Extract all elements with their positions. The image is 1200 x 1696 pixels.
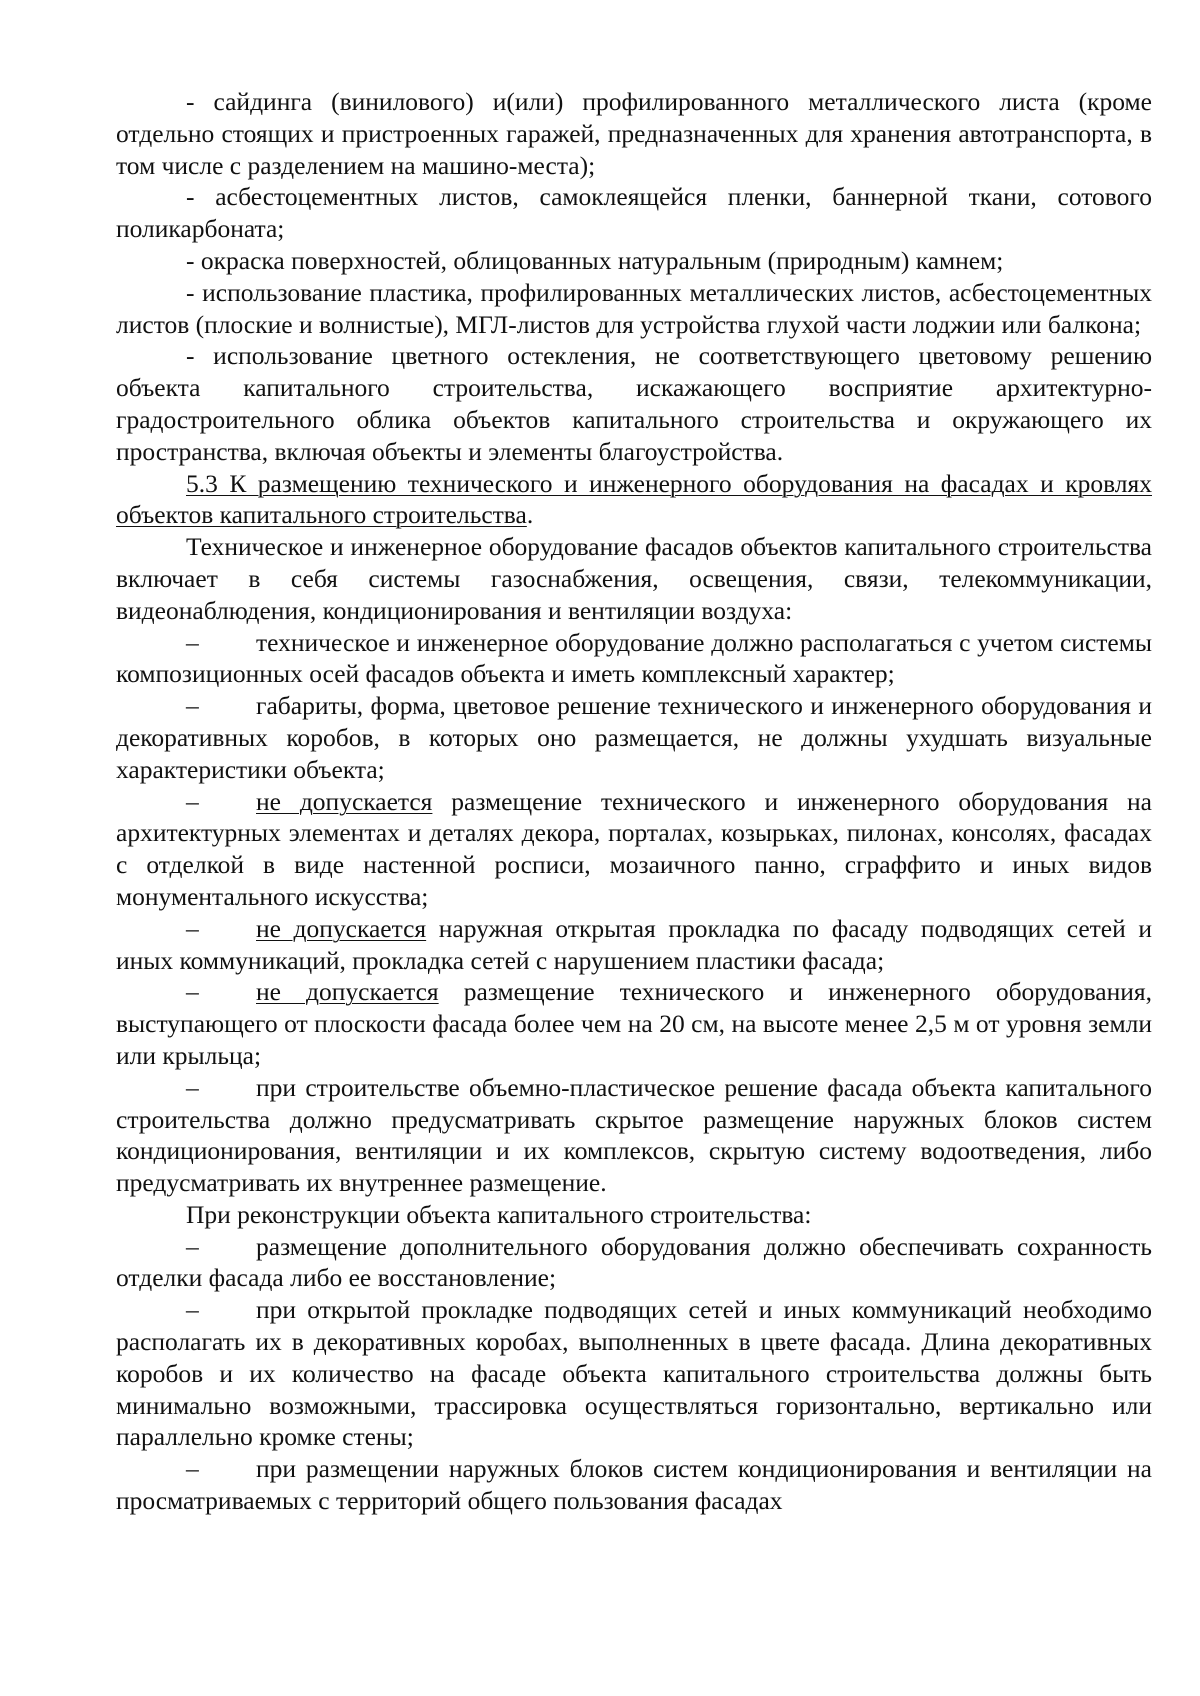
list-item-stone-painting: - окраска поверхностей, облицованных натуральным (природным) камнем; (186, 245, 1004, 275)
list-item-text: размещение технического и инженерного оборудования на архитектурных элементах и деталях декора, порталах, козырьках, пилонах, консолях, фасадах с отделкой в виде настенной росписи, мозаичного панно, сграффито и иных видов монументального искусства; (116, 786, 1152, 911)
list-item-text: наружная открытая прокладка по фасаду подводящих сетей и иных коммуникаций, прокладка сетей с нарушением пластики фасада; (116, 913, 1152, 975)
dash-bullet: – (186, 1072, 199, 1102)
dash-bullet: – (186, 1295, 199, 1325)
list-item-plastic-loggia: - использование пластика, профилированных металлических листов, асбестоцементных листов (плоские и волнистые), МГЛ-листов для устройства глухой части лоджии или балкона; (116, 277, 1152, 339)
dash-bullet: – (186, 1231, 199, 1261)
list-item-no-decor-placement (116, 786, 1152, 913)
list-item-outdoor-units (116, 1453, 1152, 1517)
list-item-asbestos-sheets: - асбестоцементных листов, самоклеящейся пленки, баннерной ткани, сотового поликарбоната; (116, 182, 1152, 244)
list-item-siding: - сайдинга (винилового) и(или) профилированного металлического листа (кроме отдельно стоящих и пристроенных гаражей, предназначенных для хранения автотранспорта, в том числе с разделением на машино-места); (116, 87, 1152, 180)
list-item-text: размещение технического и инженерного оборудования, выступающего от плоскости фасада более чем на 20 см, на высоте менее 2,5 м от уровня земли или крыльца; (116, 977, 1152, 1070)
not-allowed-label: не допускается (256, 786, 433, 816)
list-item-text: при открытой прокладке подводящих сетей и иных коммуникаций необходимо располагать их в декоративных коробах, выполненных в цвете фасада. Длина декоративных коробов и их количество на фасаде объекта капитального строительства должны быть минимально возможными, трассировка осуществляться горизонтально, вертикально или параллельно кромке стены; (116, 1295, 1152, 1452)
list-item-text: при размещении наружных блоков систем кондиционирования и вентиляции на просматриваемых с территорий общего пользования фасадах (116, 1454, 1152, 1516)
list-item-text: размещение дополнительного оборудования должно обеспечивать сохранность отделки фасада либо ее восстановление; (116, 1231, 1152, 1293)
list-item-no-protruding (116, 976, 1152, 1071)
list-item-dimensions (116, 690, 1152, 785)
dash-bullet: – (186, 1454, 199, 1484)
dash-bullet: – (186, 977, 199, 1007)
list-item-additional-equipment (116, 1231, 1152, 1295)
paragraph-reconstruction: При реконструкции объекта капитального строительства: (186, 1199, 812, 1229)
not-allowed-label: не допускается (256, 977, 439, 1007)
document-page (116, 86, 1152, 1517)
list-item-colored-glazing: - использование цветного остекления, не соответствующего цветовому решению объекта капитального строительства, искажающего восприятие архитектурно-градостроительного облика объектов капитального строительства и окружающего их пространства, включая объекты и элементы благоустройства. (116, 341, 1152, 466)
list-item-no-open-laying (116, 913, 1152, 977)
dash-bullet: – (186, 691, 199, 721)
list-item-text: габариты, форма, цветовое решение технического и инженерного оборудования и декоративных коробов, в которых оно размещается, не должны ухудшать визуальные характеристики объекта; (116, 691, 1152, 784)
dash-bullet: – (186, 913, 199, 943)
section-heading-5-3 (116, 468, 1152, 532)
list-item-text: при строительстве объемно-пластическое решение фасада объекта капитального строительства должно предусматривать скрытое размещение наружных блоков систем кондиционирования, вентиляции и их комплексов, скрытую систему водоотведения, либо предусматривать их внутреннее размещение. (116, 1072, 1152, 1198)
list-item-hidden-placement (116, 1072, 1152, 1199)
dash-bullet: – (186, 786, 199, 816)
section-heading-5-3-text: 5.3 К размещению технического и инженерного оборудования на фасадах и кровлях объектов капитального строительства (116, 468, 1152, 530)
list-item-text: техническое и инженерное оборудование должно располагаться с учетом системы композиционных осей фасадов объекта и иметь комплексный характер; (116, 627, 1152, 689)
list-item-composition-axes (116, 627, 1152, 691)
dash-bullet: – (186, 627, 199, 657)
paragraph-equipment-intro: Техническое и инженерное оборудование фасадов объектов капитального строительства включает в себя системы газоснабжения, освещения, связи, телекоммуникации, видеонаблюдения, кондиционирования и вентиляции воздуха: (116, 532, 1152, 625)
section-heading-5-3-period: . (526, 500, 534, 530)
not-allowed-label: не допускается (256, 913, 427, 943)
list-item-decorative-boxes (116, 1294, 1152, 1453)
